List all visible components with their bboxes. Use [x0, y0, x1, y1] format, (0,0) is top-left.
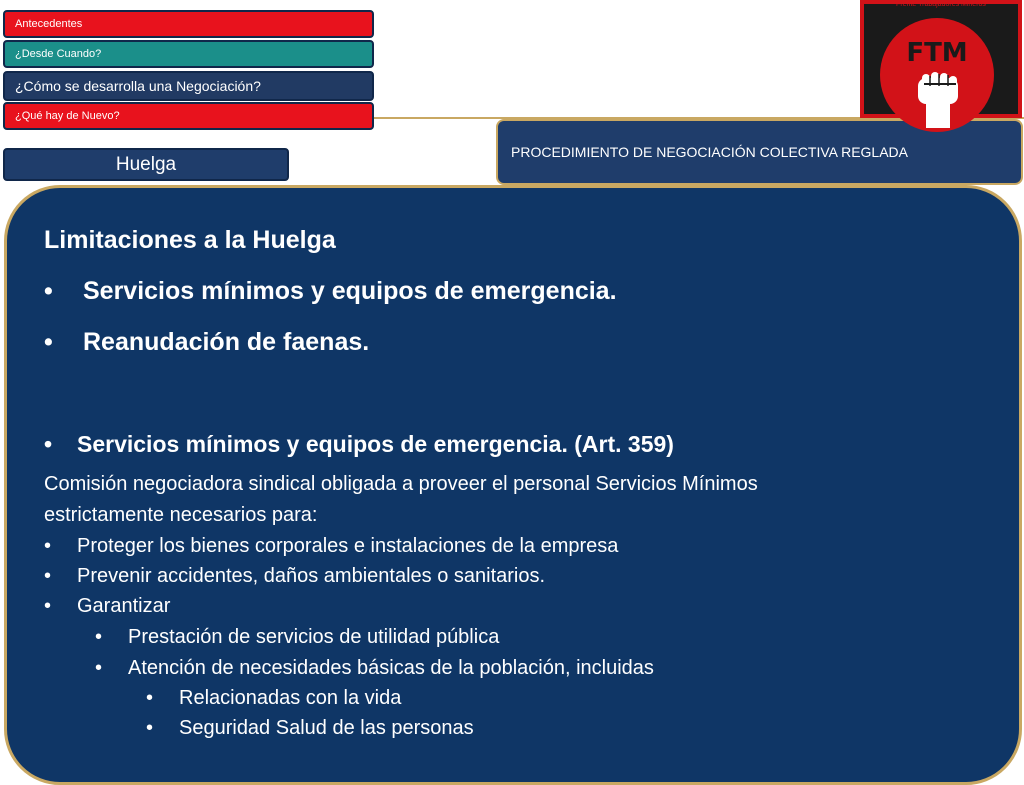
logo-text: FTM — [906, 38, 968, 68]
level3-marker: • — [146, 687, 154, 709]
raised-fist-icon — [910, 70, 966, 128]
content-title: Limitaciones a la Huelga — [44, 226, 336, 254]
paragraph-line-1: Comisión negociadora sindical obligada a proveer el personal Servicios Mínimos — [44, 473, 758, 495]
level2-item: Atención de necesidades básicas de la población, incluidas — [128, 657, 654, 679]
logo-circle — [880, 18, 994, 132]
level3-item: Relacionadas con la vida — [179, 687, 402, 709]
level2-marker: • — [95, 657, 103, 679]
level1-marker: • — [44, 595, 52, 617]
logo-top-text: Frente Trabajadores Mineros — [896, 1, 986, 8]
nav-huelga-button[interactable]: Huelga — [3, 148, 289, 181]
level2-item: Prestación de servicios de utilidad pública — [128, 626, 500, 648]
section-title: Servicios mínimos y equipos de emergencia. (Art. 359) — [77, 431, 674, 457]
bullet-main-1-marker: • — [44, 277, 53, 305]
section-title-marker: • — [44, 431, 53, 457]
nav-desde-cuando-button[interactable]: ¿Desde Cuando? — [3, 40, 374, 68]
content-panel — [4, 185, 1022, 785]
level1-item: Garantizar — [77, 595, 171, 617]
level1-item: Proteger los bienes corporales e instalaciones de la empresa — [77, 535, 619, 557]
level3-marker: • — [146, 717, 154, 739]
bullet-main-2: Reanudación de faenas. — [83, 328, 370, 356]
ftm-logo — [860, 0, 1022, 118]
bullet-main-2-marker: • — [44, 328, 53, 356]
bullet-main-1: Servicios mínimos y equipos de emergencia. — [83, 277, 617, 305]
nav-que-hay-de-nuevo-button[interactable]: ¿Qué hay de Nuevo? — [3, 102, 374, 130]
nav-antecedentes-button[interactable]: Antecedentes — [3, 10, 374, 38]
procedure-title: PROCEDIMIENTO DE NEGOCIACIÓN COLECTIVA REGLADA — [511, 144, 908, 160]
paragraph-line-2: estrictamente necesarios para: — [44, 504, 318, 526]
level1-item: Prevenir accidentes, daños ambientales o sanitarios. — [77, 565, 546, 587]
level2-marker: • — [95, 626, 103, 648]
nav-como-se-desarrolla-button[interactable]: ¿Cómo se desarrolla una Negociación? — [3, 71, 374, 101]
level1-marker: • — [44, 565, 52, 587]
level1-marker: • — [44, 535, 52, 557]
level3-item: Seguridad Salud de las personas — [179, 717, 474, 739]
